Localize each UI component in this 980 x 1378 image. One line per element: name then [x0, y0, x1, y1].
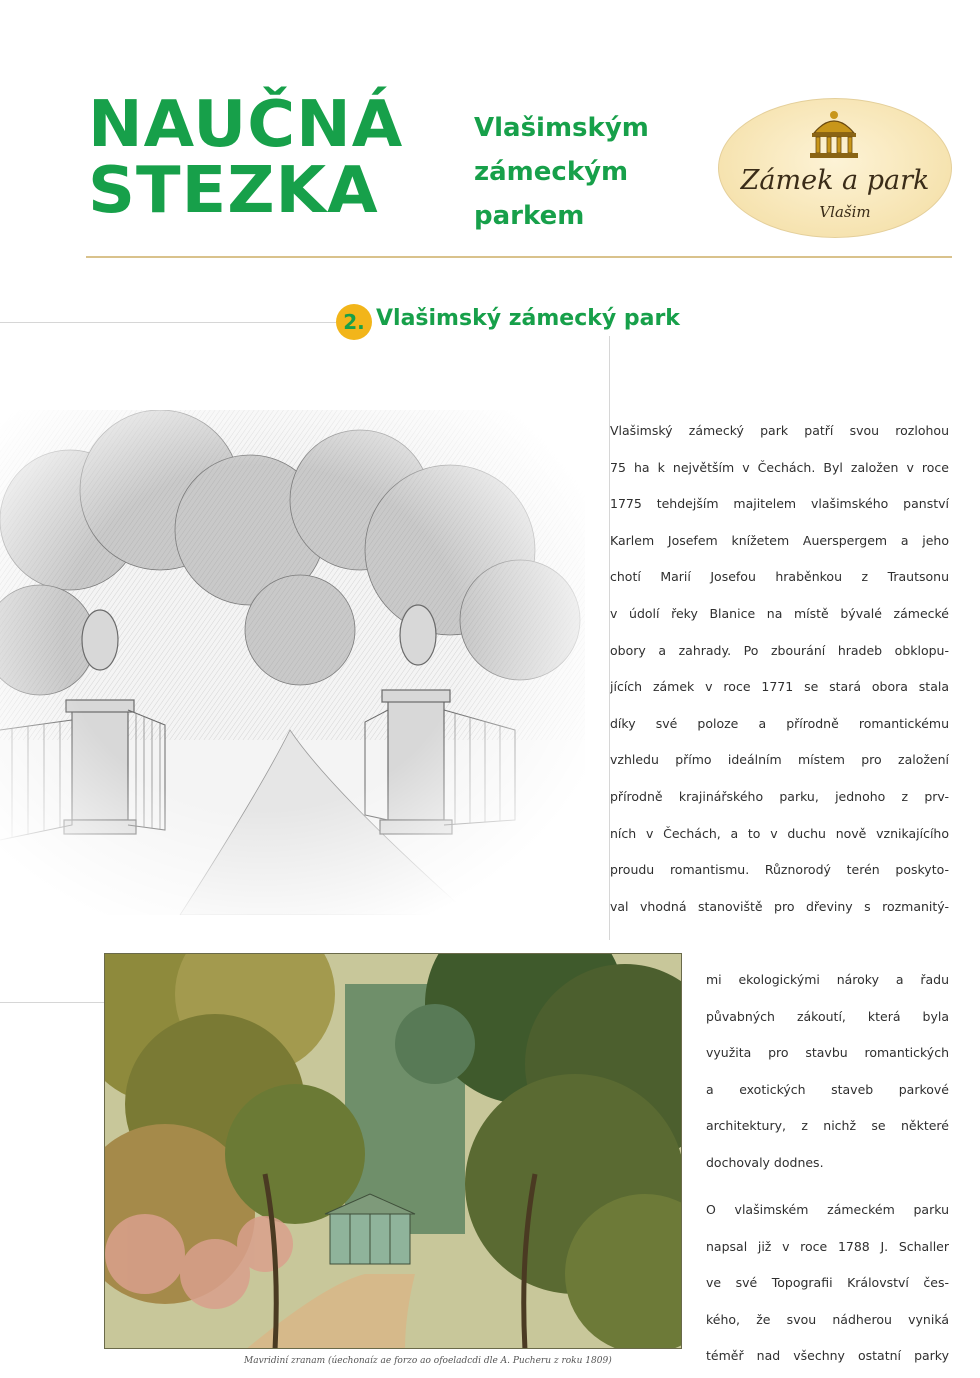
text-line: vzhledu přímo ideálním místem pro založení — [610, 752, 949, 768]
page-subtitle — [474, 106, 649, 238]
text-line: dochovaly dodnes. — [706, 1154, 824, 1170]
logo-subtext: Vlašim — [819, 203, 871, 221]
text-line: a exotických staveb parkové — [706, 1081, 949, 1097]
frame-line-top — [0, 322, 336, 323]
subtitle-line-2: zámeckým — [474, 157, 629, 187]
text-line: přírodně krajinářského parku, jednoho z prv- — [610, 788, 949, 804]
park-pavilion-painting — [104, 953, 682, 1349]
park-gate-sketch — [0, 410, 585, 915]
text-line: 75 ha k největším v Čechách. Byl založen v roce — [610, 459, 949, 475]
body-text-narrow-second — [706, 1192, 949, 1375]
text-line: O vlašimském zámeckém parku — [706, 1202, 949, 1217]
text-line: Vlašimský zámecký park patří svou rozlohou — [610, 423, 949, 438]
body-text-wide — [610, 413, 949, 925]
text-line: Karlem Josefem knížetem Auerspergem a jeho — [610, 532, 949, 548]
subtitle-line-3: parkem — [474, 201, 585, 231]
text-line: 1775 tehdejším majitelem vlašimského panství — [610, 496, 949, 512]
text-line: díky své poloze a přírodně romantickému — [610, 715, 949, 731]
text-line: obory a zahrady. Po zbourání hradeb obklopu- — [610, 642, 949, 658]
text-line: jících zámek v roce 1771 se stará obora stala — [610, 679, 949, 695]
text-line: ve své Topografii Království čes- — [706, 1275, 949, 1291]
castle-park-logo — [718, 98, 952, 238]
text-line: využita pro stavbu romantických — [706, 1045, 949, 1061]
section-number-badge: 2. — [336, 304, 372, 340]
painting-caption: Mavridiní zranam (úechonaíz ae forzo ao ofoeladcdi dle A. Pucheru z roku 1809) — [244, 1356, 612, 1366]
text-line: půvabných zákoutí, která byla — [706, 1008, 949, 1024]
body-text-narrow — [706, 962, 949, 1182]
text-line: val vhodná stanoviště pro dřeviny s rozmanitý- — [610, 898, 949, 914]
text-line: v údolí řeky Blanice na místě bývalé zámecké — [610, 605, 949, 621]
title-line-1: NAUČNÁ — [88, 88, 404, 162]
text-line: ních v Čechách, a to v duchu nově vznikajícího — [610, 825, 949, 841]
text-line: mi ekologickými nároky a řadu — [706, 972, 949, 987]
text-line: napsal již v roce 1788 J. Schaller — [706, 1238, 949, 1254]
section-title: Vlašimský zámecký park — [376, 306, 680, 331]
text-line: téměř nad všechny ostatní parky — [706, 1348, 949, 1364]
text-line: architektury, z nichž se některé — [706, 1118, 949, 1134]
text-line: proudu romantismu. Různorodý terén poskyto- — [610, 862, 949, 878]
subtitle-line-1: Vlašimským — [474, 113, 649, 143]
header-divider — [86, 256, 952, 258]
title-line-2: STEZKA — [88, 154, 379, 228]
text-line: chotí Marií Josefou hraběnkou z Trautsonu — [610, 569, 949, 585]
text-line: kého, že svou nádherou vyniká — [706, 1311, 949, 1327]
frame-line-bottom — [0, 1002, 104, 1003]
logo-text: Zámek a park — [740, 165, 930, 196]
page-title — [88, 88, 404, 228]
